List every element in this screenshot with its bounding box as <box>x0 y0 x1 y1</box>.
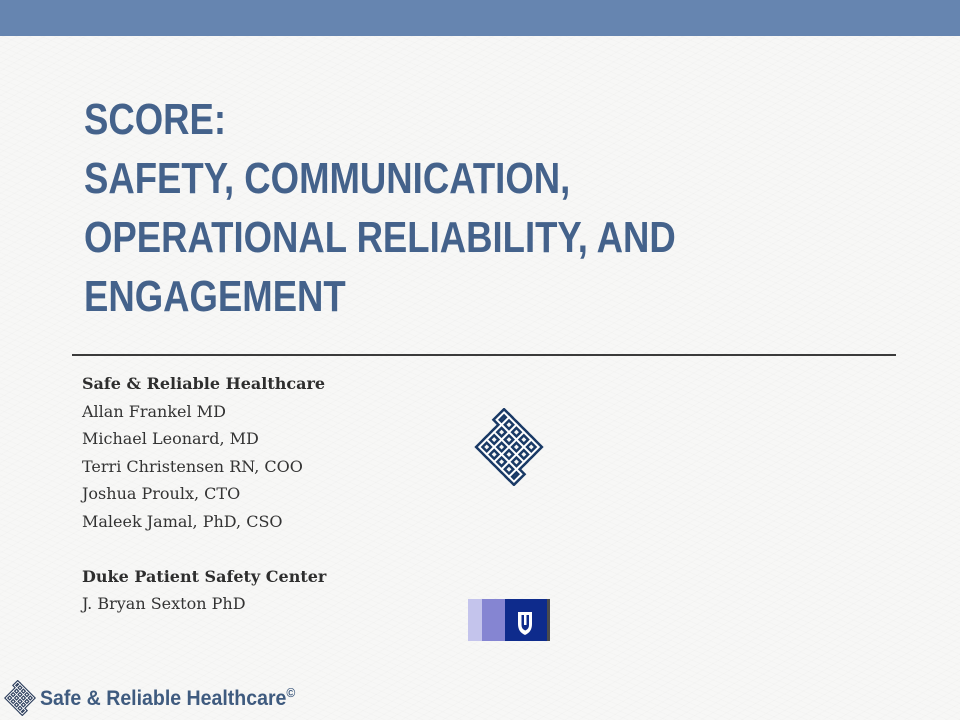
title-line: SAFETY, COMMUNICATION, <box>84 154 571 203</box>
footer-brand <box>2 678 315 718</box>
org-name: Duke Patient Safety Center <box>82 566 327 586</box>
footer-brand-text <box>40 685 295 711</box>
endless-knot-icon <box>2 680 38 716</box>
person-name: Michael Leonard, MD <box>82 429 259 448</box>
title-line: SCORE: <box>84 95 227 144</box>
slide-title <box>84 90 765 326</box>
person-name: Maleek Jamal, PhD, CSO <box>82 511 283 531</box>
spacer <box>82 535 326 563</box>
person-name: J. Bryan Sexton PhD <box>82 594 246 613</box>
org-name: Safe & Reliable Healthcare <box>82 374 326 393</box>
person-name: Allan Frankel MD <box>82 401 226 421</box>
top-accent-bar <box>0 0 960 36</box>
footer-brand-name: Safe & Reliable Healthcare <box>40 687 287 710</box>
person-name: Joshua Proulx, CTO <box>82 484 241 503</box>
duke-shield-icon <box>468 599 550 641</box>
copyright-mark: © <box>286 685 296 700</box>
person-name: Terri Christensen RN, COO <box>82 456 303 476</box>
title-line: ENGAGEMENT <box>84 272 346 321</box>
title-divider <box>72 354 896 356</box>
title-line: OPERATIONAL RELIABILITY, AND <box>84 213 676 262</box>
endless-knot-icon <box>470 408 548 486</box>
credits-list <box>82 370 326 618</box>
